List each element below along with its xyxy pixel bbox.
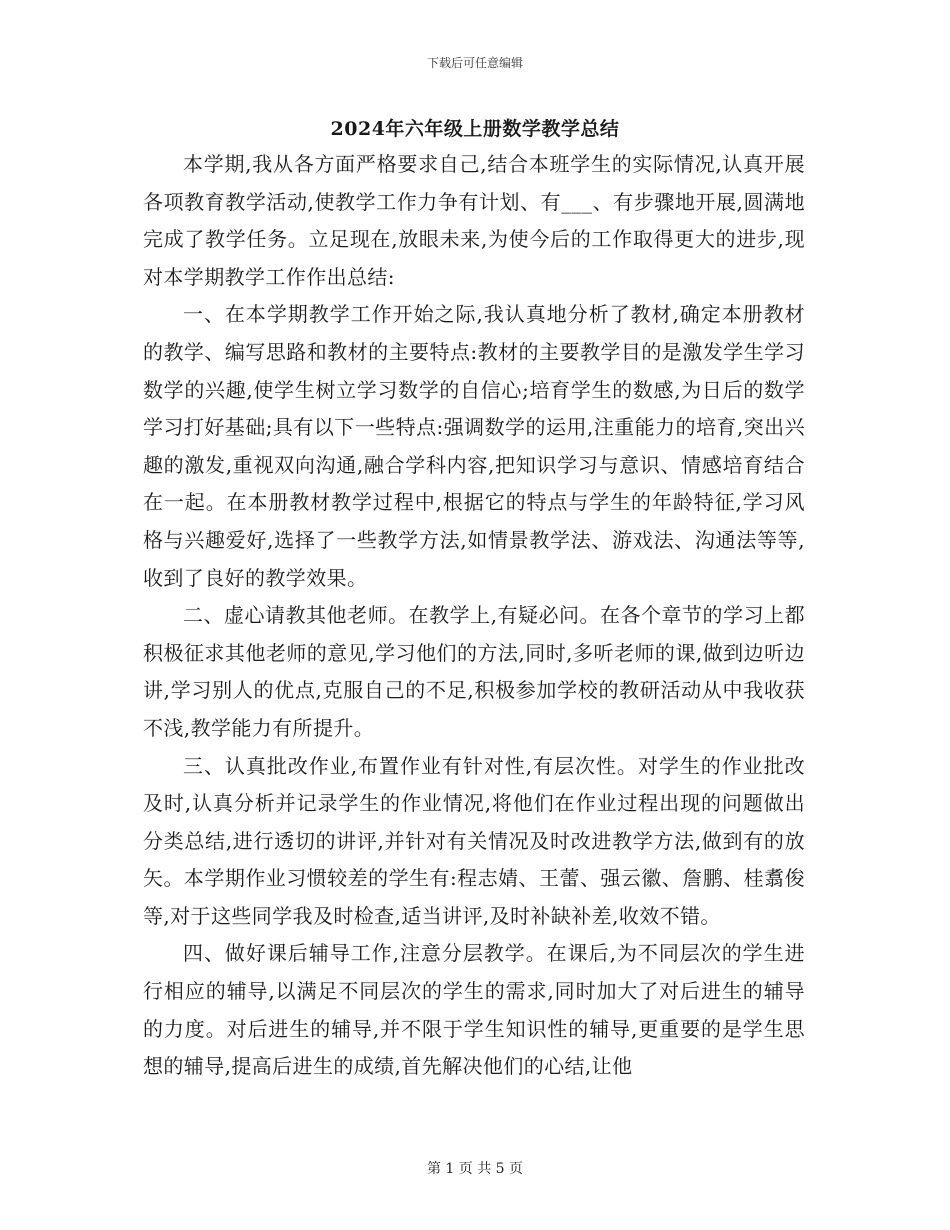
paragraph-section-2: 二、虚心请教其他老师。在教学上,有疑必问。在各个章节的学习上都积极征求其他老师的意见,学习他们的方法,同时,多听老师的课,做到边听边讲,学习别人的优点,克服自己的不足,积极参加学校的教研活动从中我收获不浅,教学能力有所提升。 [143,603,805,740]
page-number-footer: 第 1 页 共 5 页 [426,1161,524,1177]
page-header-note: 下载后可任意编辑 [426,56,523,70]
paragraph-section-1: 一、在本学期教学工作开始之际,我认真地分析了教材,确定本册教材的教学、编写思路和教材的主要特点:教材的主要教学目的是激发学生学习数学的兴趣,使学生树立学习数学的自信心;培育学生的数感,为日后的数学学习打好基础;具有以下一些特点:强调数学的运用,注重能力的培育,突出兴趣的激发,重视双向沟通,融合学科内容,把知识学习与意识、情感培育结合在一起。在本册教材教学过程中,根据它的特点与学生的年龄特征,学习风格与兴趣爱好,选择了一些教学方法,如情景教学法、游戏法、沟通法等等,收到了良好的教学效果。 [143,302,805,590]
paragraph-section-3: 三、认真批改作业,布置作业有针对性,有层次性。对学生的作业批改及时,认真分析并记录学生的作业情况,将他们在作业过程出现的问题做出分类总结,进行透切的讲评,并针对有关情况及时改进教学方法,做到有的放矢。本学期作业习惯较差的学生有:程志婧、王蕾、强云徽、詹鹏、桂翥俊等,对于这些同学我及时检查,适当讲评,及时补缺补差,收效不错。 [143,753,805,928]
paragraph-section-4: 四、做好课后辅导工作,注意分层教学。在课后,为不同层次的学生进行相应的辅导,以满足不同层次的学生的需求,同时加大了对后进生的辅导的力度。对后进生的辅导,并不限于学生知识性的辅导,更重要的是学生思想的辅导,提高后进生的成绩,首先解决他们的心结,让他 [143,941,805,1079]
document-title: 2024年六年级上册数学教学总结 [330,118,620,140]
document-body [143,146,805,1086]
paragraph-intro: 本学期,我从各方面严格要求自己,结合本班学生的实际情况,认真开展各项教育教学活动,使教学工作力争有计划、有___、有步骤地开展,圆满地完成了教学任务。立足现在,放眼未来,为使今后的工作取得更大的进步,现对本学期教学工作作出总结: [143,152,805,289]
